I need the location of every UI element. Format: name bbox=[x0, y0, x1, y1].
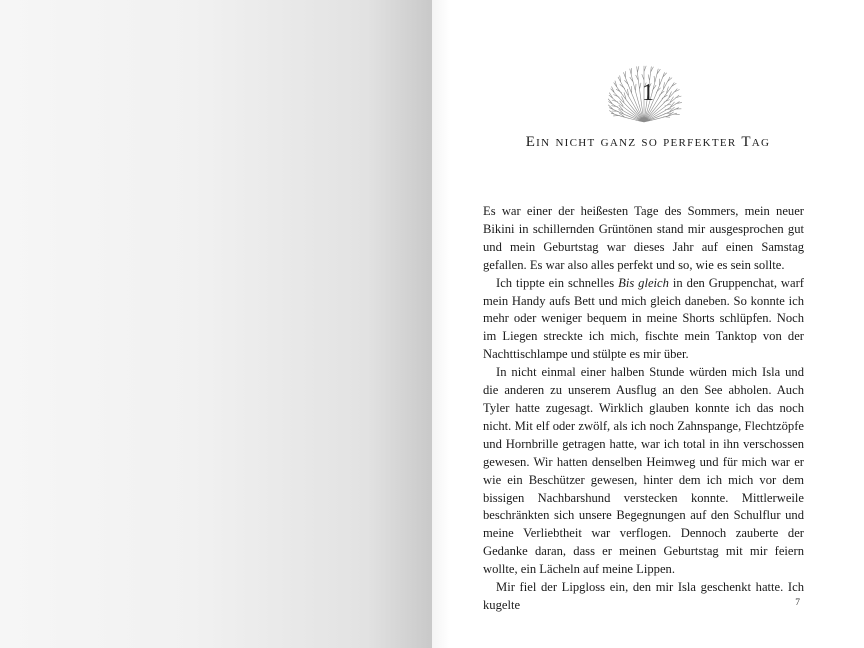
chapter-number: 1 bbox=[642, 80, 654, 106]
page-number: 7 bbox=[795, 598, 800, 608]
paragraph-1: Es war einer der heißesten Tage des Sommers, mein neuer Bikini in schillernden Grüntönen stand mir ausgesprochen gut und mein Geburtstag war dieses Jahr auf einen Samstag gefallen. Es war also alles perfekt und so, wie es sein sollte. bbox=[483, 204, 804, 272]
paragraph-2: Ich tippte ein schnelles Bis gleich in den Gruppenchat, warf mein Handy aufs Bett und mich gleich daneben. So konnte ich mehr oder weniger bequem in meine Shorts schlüpfen. Noch im Liegen streckte ich mich, fischte mein Tanktop von der Nachttischlampe und stülpte es mir über. bbox=[483, 275, 805, 362]
emphasis-bis-gleich: Bis gleich bbox=[618, 275, 669, 290]
paragraph-3: In nicht einmal einer halben Stunde würden mich Isla und die anderen zu unserem Ausflug an den See abholen. Auch Tyler hatte zugesagt. Wirklich glauben konnte ich das noch nicht. Mit elf oder zwölf, als ich noch Zahnspange, Flechtzöpfe und Hornbrille getragen hatte, war ich total in ihn verschossen gewesen. Wir hatten denselben Heimweg und für mich war er wie ein Beschützer gewesen, hinter dem ich mich vor dem bissigen Nachbarshund verstecken konnte. Mittlerweile beschränkten sich unsere Begegnungen auf den Schulflur und meine Verliebtheit war verflogen. Dennoch zauberte der Gedanke daran, dass er meinen Geburtstag mit mir feiern wollte, ein Lächeln auf meine Lippen. bbox=[483, 365, 804, 577]
chapter-body bbox=[483, 203, 804, 615]
paragraph-4: Mir fiel der Lipgloss ein, den mir Isla geschenkt hatte. Ich kugelte bbox=[483, 580, 804, 612]
chapter-title: Ein nicht ganz so perfekter Tag bbox=[525, 134, 771, 150]
right-page bbox=[432, 0, 864, 648]
